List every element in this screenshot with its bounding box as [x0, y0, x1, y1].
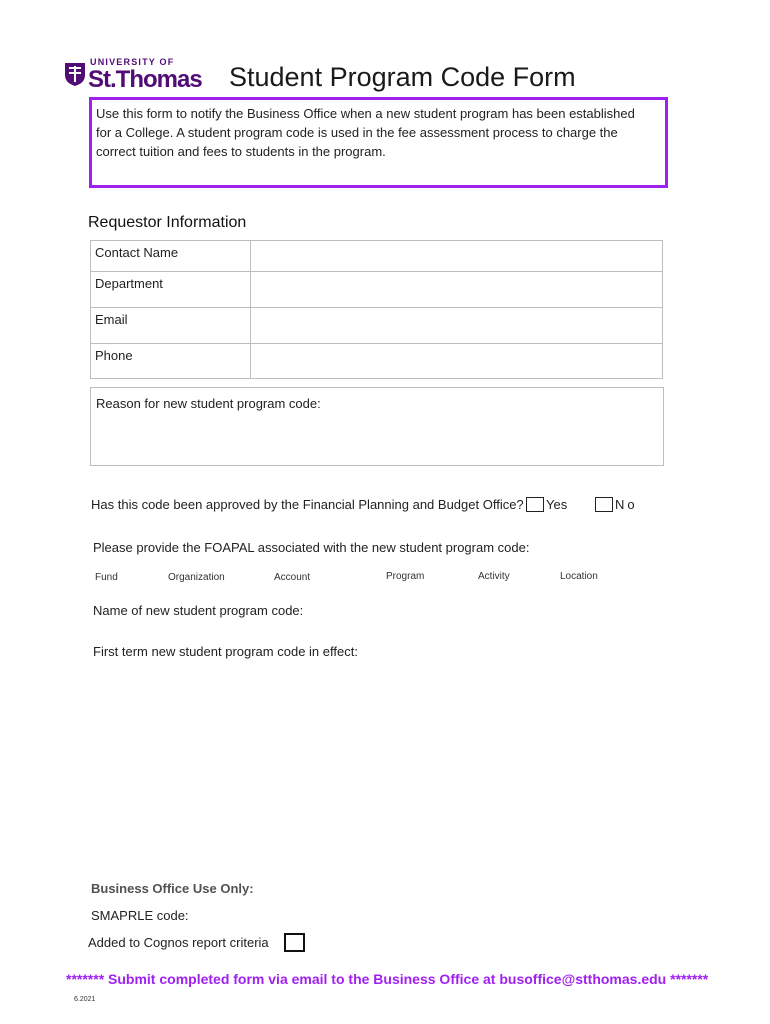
- reason-field[interactable]: [90, 387, 664, 466]
- reason-label: Reason for new student program code:: [96, 396, 321, 411]
- table-row: [91, 241, 663, 272]
- cognos-label: Added to Cognos report criteria: [88, 935, 269, 950]
- foapal-question: Please provide the FOAPAL associated with the new student program code:: [93, 540, 530, 555]
- program-name-question: Name of new student program code:: [93, 603, 304, 618]
- st-thomas-logo: [64, 55, 210, 95]
- email-label: Email: [91, 308, 251, 344]
- foapal-program-label: Program: [386, 571, 425, 582]
- intro-text: Use this form to notify the Business Office when a new student program has been established for a College. A student program code is used in the fee assessment process to charge the correct tuition and fees to students in the program.: [96, 106, 635, 159]
- phone-field[interactable]: [251, 344, 663, 379]
- foapal-account-label: Account: [274, 572, 311, 583]
- contact-name-label: Contact Name: [91, 241, 251, 272]
- logo-st-thomas: St.Thomas: [88, 66, 202, 93]
- university-shield-icon: [64, 61, 86, 87]
- intro-box: [89, 97, 668, 188]
- page-title: Student Program Code Form: [229, 62, 576, 92]
- department-label: Department: [91, 272, 251, 308]
- approved-yes-checkbox[interactable]: [526, 497, 544, 512]
- foapal-activity-label: Activity: [478, 571, 510, 582]
- approved-no-checkbox[interactable]: [595, 497, 613, 512]
- phone-label: Phone: [91, 344, 251, 379]
- table-row: [91, 272, 663, 308]
- first-term-question: First term new student program code in effect:: [93, 644, 358, 659]
- requestor-table: [90, 240, 663, 379]
- requestor-section-title: Requestor Information: [88, 214, 247, 231]
- foapal-fund-label: Fund: [95, 572, 118, 583]
- approved-no-label: No: [615, 497, 638, 512]
- approved-yes-label: Yes: [546, 497, 568, 512]
- approval-question: Has this code been approved by the Financial Planning and Budget Office?: [91, 497, 524, 512]
- business-office-title: Business Office Use Only:: [91, 881, 254, 896]
- smaprle-label: SMAPRLE code:: [91, 908, 189, 923]
- foapal-location-label: Location: [560, 571, 598, 582]
- logo-university-of: UNIVERSITY OF: [90, 57, 175, 67]
- form-version: 6.2021: [74, 996, 96, 1003]
- table-row: [91, 308, 663, 344]
- foapal-organization-label: Organization: [168, 572, 225, 583]
- department-field[interactable]: [251, 272, 663, 308]
- cognos-checkbox[interactable]: [284, 933, 305, 952]
- email-field[interactable]: [251, 308, 663, 344]
- table-row: [91, 344, 663, 379]
- submit-instructions: ******* Submit completed form via email to the Business Office at busoffice@stthomas.edu *******: [66, 971, 709, 987]
- contact-name-field[interactable]: [251, 241, 663, 272]
